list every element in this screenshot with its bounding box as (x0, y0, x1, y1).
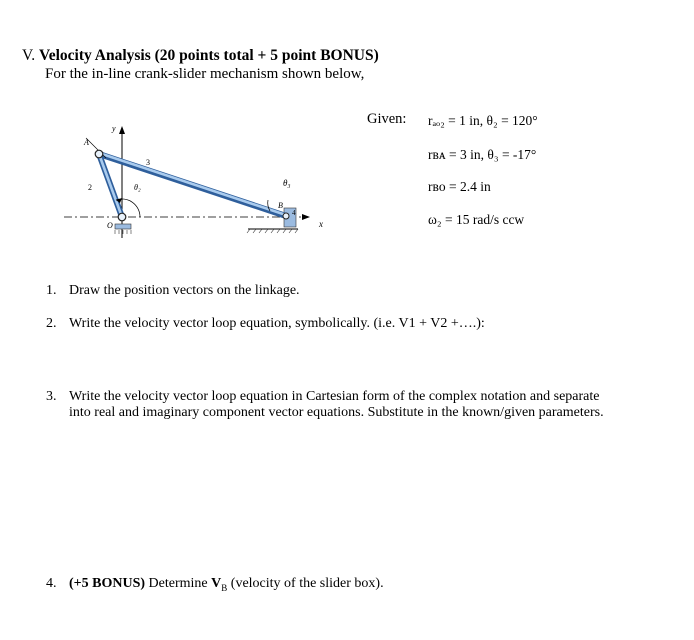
question-number: 1. (46, 283, 57, 298)
pin-o2 (118, 213, 126, 221)
pin-a (95, 150, 103, 158)
question-text: (+5 BONUS) Determine $V_B$ (velocity of the slider box). (69, 576, 384, 593)
question-text: Write the velocity vector loop equation, symbolically. (i.e. V1 + V2 +….): (69, 316, 485, 331)
velocity-symbol: V (211, 576, 222, 591)
label-b: B (278, 201, 283, 210)
bonus-label: (+5 BONUS) (69, 576, 146, 591)
question-number: 2. (46, 316, 57, 331)
question-3-continued: into real and imaginary component vector equations. Substitute in the known/given parameters. (69, 405, 604, 420)
given-r-bo: rʙᴏ = 2.4 in (428, 179, 491, 194)
problem-subtitle: For the in-line crank-slider mechanism shown below, (45, 66, 365, 82)
pin-b (283, 213, 289, 219)
label-o: O (107, 221, 113, 230)
question-text: Draw the position vectors on the linkage. (69, 283, 300, 298)
y-axis-label: y (112, 124, 116, 133)
label-link3: 3 (146, 158, 150, 167)
x-axis-label: x (319, 219, 323, 229)
given-r-ba: rʙᴀ = 3 in, θ₃ = -17° (428, 147, 537, 162)
question-number: 4. (46, 576, 57, 591)
problem-title (22, 47, 379, 65)
label-link2: 2 (88, 183, 92, 192)
label-a: A (84, 138, 89, 147)
problem-number: V. (22, 47, 36, 64)
crank-slider-diagram (62, 120, 342, 250)
question-number: 3. (46, 389, 57, 404)
y-axis-arrow (119, 126, 125, 134)
question-text: Write the velocity vector loop equation in Cartesian form of the complex notation and separate (69, 389, 600, 404)
given-label: Given: (367, 111, 407, 127)
velocity-subscript: B (221, 582, 228, 593)
given-omega2: ω₂ = 15 rad/s ccw (428, 212, 525, 227)
problem-heading: Velocity Analysis (20 points total + 5 point BONUS) (38, 47, 379, 64)
label-link4: 4 (292, 209, 296, 217)
ground-o2 (115, 224, 131, 229)
given-r-ao2: rₐₒ₂ = 1 in, θ₂ = 120° (428, 113, 538, 128)
x-axis-arrow (302, 214, 310, 220)
label-theta2: θ₂ (134, 183, 141, 192)
label-theta3: θ₃ (283, 178, 291, 188)
